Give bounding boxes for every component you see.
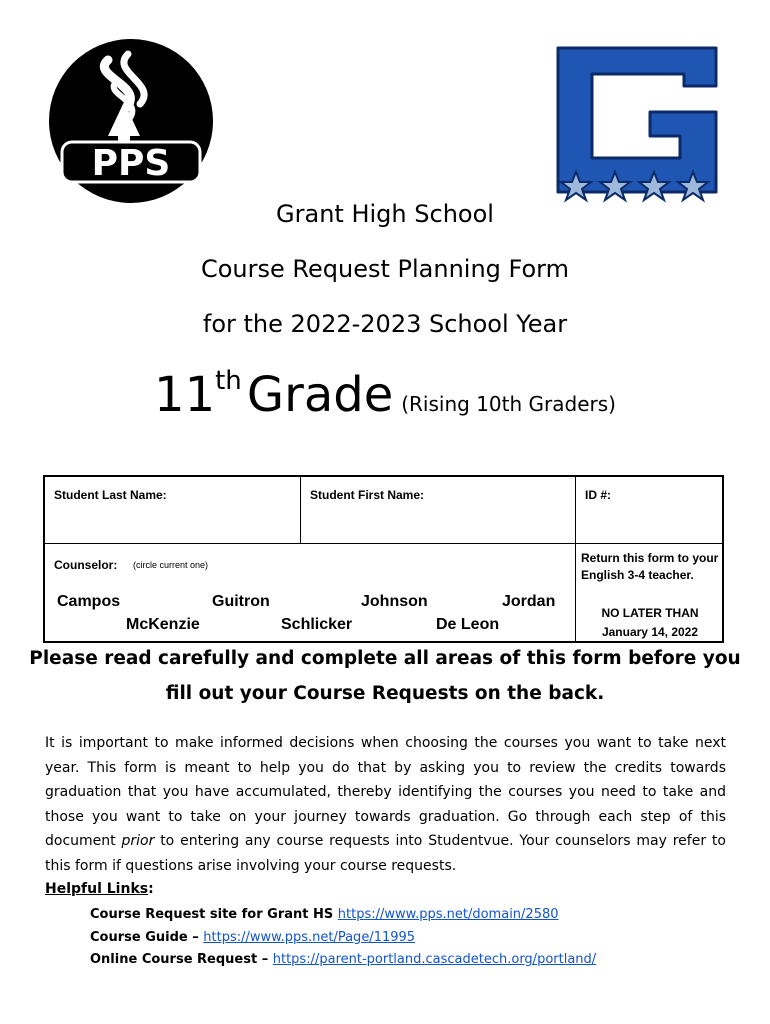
pps-logo-text: PPS — [91, 143, 171, 184]
notice-line-2: fill out your Course Requests on the back. — [165, 683, 605, 704]
counselor-label: Counselor: — [54, 558, 118, 572]
first-name-label: Student First Name: — [310, 488, 425, 502]
grade-word: Grade — [246, 367, 394, 423]
link-row-course-request-site — [90, 907, 559, 922]
id-label: ID #: — [585, 488, 612, 502]
return-instructions-cell — [576, 544, 724, 643]
link-label: Course Guide – — [90, 930, 204, 945]
return-text: Return this form to your English 3-4 teacher. — [581, 551, 719, 582]
deadline-line-1: NO LATER THAN — [601, 606, 699, 620]
counselor-option[interactable]: Schlicker — [281, 616, 353, 633]
first-name-field[interactable] — [301, 477, 576, 544]
link-label: Course Request site for Grant HS — [90, 907, 338, 922]
id-field[interactable] — [576, 477, 724, 544]
student-info-table — [43, 475, 724, 643]
school-name: Grant High School — [276, 200, 494, 228]
paragraph-text-after: to entering any course requests into Studentvue. Your counselors may refer to this form if questions arise involving your course requests. — [45, 833, 726, 874]
notice-line-1: Please read carefully and complete all areas of this form before you — [29, 648, 741, 669]
grade-number: 11 — [154, 367, 216, 423]
counselor-option[interactable]: Johnson — [361, 593, 428, 610]
paragraph-emphasis: prior — [121, 833, 155, 849]
last-name-label: Student Last Name: — [54, 488, 167, 502]
grade-heading — [0, 366, 770, 423]
counselor-option[interactable]: Jordan — [502, 593, 556, 610]
grant-g-logo — [544, 40, 728, 212]
counselor-option[interactable]: Campos — [57, 593, 121, 610]
course-guide-link[interactable]: https://www.pps.net/Page/11995 — [203, 930, 416, 945]
intro-paragraph — [45, 731, 726, 878]
helpful-links-colon: : — [148, 881, 154, 897]
link-row-online-course-request — [90, 952, 596, 967]
form-title: Course Request Planning Form — [200, 255, 569, 283]
link-label: Online Course Request – — [90, 952, 273, 967]
counselor-option[interactable]: McKenzie — [126, 616, 200, 633]
school-year: for the 2022-2023 School Year — [202, 310, 568, 338]
counselor-option[interactable]: De Leon — [436, 616, 500, 633]
counselor-hint: (circle current one) — [133, 560, 209, 570]
paragraph-text-before: It is important to make informed decisions when choosing the courses you want to take next year. This form is meant to help you do that by asking you to review the credits towards graduation that you have accumulated, thereby identifying the courses you need to take and those you want to take on your journey towards graduation. Go through each step of this document — [45, 735, 726, 849]
link-row-course-guide — [90, 930, 415, 945]
last-name-field[interactable] — [45, 477, 301, 544]
deadline-date: January 14, 2022 — [601, 625, 699, 639]
counselor-option[interactable]: Guitron — [212, 593, 270, 610]
course-request-site-link[interactable]: https://www.pps.net/domain/2580 — [337, 907, 559, 922]
online-course-request-link[interactable]: https://parent-portland.cascadetech.org/portland/ — [272, 952, 597, 967]
counselor-cell — [45, 544, 576, 643]
grade-note: (Rising 10th Graders) — [401, 392, 616, 416]
helpful-links-heading — [45, 881, 154, 897]
helpful-links-title: Helpful Links — [45, 881, 149, 897]
pps-logo — [48, 38, 214, 204]
grade-suffix: th — [215, 366, 242, 396]
